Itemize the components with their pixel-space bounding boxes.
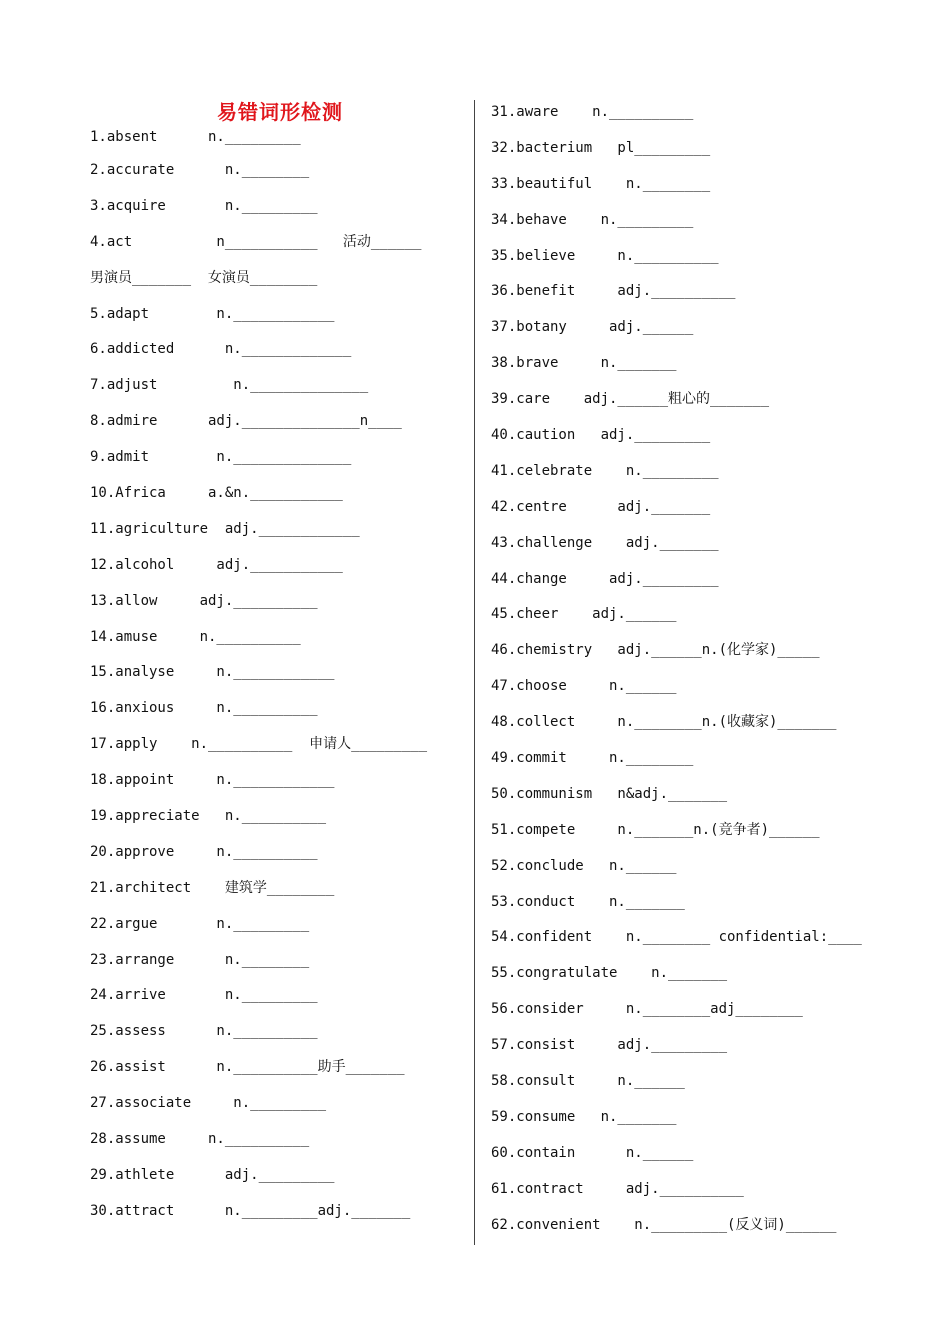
word-item-line: 27.associate n._________ — [90, 1095, 327, 1112]
word-item-line: 44.change adj._________ — [491, 570, 719, 587]
word-item-line: 23.arrange n.________ — [90, 951, 310, 968]
word-item-line: 2.accurate n.________ — [90, 162, 310, 178]
word-item-line: 37.botany adj.______ — [491, 319, 694, 336]
word-item-line: 42.centre adj._______ — [491, 498, 711, 515]
word-item-line: 13.allow adj.__________ — [90, 592, 318, 609]
word-item-line: 33.beautiful n.________ — [491, 175, 711, 192]
worksheet-title: 易错词形检测 — [217, 100, 343, 124]
word-item-line: 32.bacterium pl_________ — [491, 139, 711, 156]
word-item-line: 12.alcohol adj.___________ — [90, 556, 343, 573]
word-item-line: 51.compete n._______n.(竞争者)______ — [491, 821, 820, 838]
word-item-line: 3.acquire n._________ — [90, 197, 318, 214]
word-item-line: 14.amuse n.__________ — [90, 628, 301, 645]
word-item-line: 47.choose n.______ — [491, 678, 677, 695]
right-column — [491, 101, 862, 1250]
word-item-line: 52.conclude n.______ — [491, 857, 677, 874]
word-item-line: 61.contract adj.__________ — [491, 1180, 744, 1197]
word-item-line: 53.conduct n._______ — [491, 893, 685, 910]
word-item-line: 55.congratulate n._______ — [491, 965, 728, 982]
word-item-line: 35.believe n.__________ — [491, 247, 719, 264]
word-item-line: 6.addicted n._____________ — [90, 341, 352, 358]
word-item-line: 21.architect 建筑学________ — [90, 879, 335, 896]
word-item-line: 57.consist adj._________ — [491, 1037, 728, 1054]
word-item-line: 46.chemistry adj.______n.(化学家)_____ — [491, 642, 820, 659]
word-item-line: 56.consider n.________adj________ — [491, 1001, 803, 1018]
word-item-line: 59.consume n._______ — [491, 1108, 677, 1125]
word-item-line: 49.commit n.________ — [491, 750, 694, 767]
column-divider — [474, 100, 475, 1245]
word-item-line: 4.act n___________ 活动______ — [90, 233, 422, 250]
word-item-line: 7.adjust n.______________ — [90, 377, 369, 394]
word-item-line: 17.apply n.__________ 申请人_________ — [90, 736, 428, 753]
word-item-line: 25.assess n.__________ — [90, 1023, 318, 1040]
word-item-line: 36.benefit adj.__________ — [491, 283, 736, 300]
word-item-line: 54.confident n.________ confidential:____ — [491, 929, 862, 946]
word-item-line: 58.consult n.______ — [491, 1073, 685, 1090]
word-item-line: 19.appreciate n.__________ — [90, 808, 327, 825]
word-item-line: 40.caution adj._________ — [491, 427, 711, 444]
word-item-line: 41.celebrate n._________ — [491, 462, 719, 479]
word-item-line: 50.communism n&adj._______ — [491, 785, 728, 802]
word-item-line: 38.brave n._______ — [491, 355, 677, 372]
word-item-line: 18.appoint n.____________ — [90, 772, 335, 789]
word-item-line: 29.athlete adj._________ — [90, 1166, 335, 1183]
word-item-line: 10.Africa a.&n.___________ — [90, 485, 343, 502]
word-item-line: 22.argue n._________ — [90, 915, 310, 932]
word-item-line: 15.analyse n.____________ — [90, 664, 335, 681]
word-item-line: 39.care adj.______粗心的_______ — [491, 391, 770, 408]
word-item-line: 8.admire adj.______________n____ — [90, 413, 402, 430]
word-item-line: 48.collect n.________n.(收藏家)_______ — [491, 714, 837, 731]
word-item-line: 60.contain n.______ — [491, 1144, 694, 1161]
word-item-line: 男演员_______ 女演员________ — [90, 269, 318, 286]
word-item-line: 5.adapt n.____________ — [90, 305, 335, 322]
word-item-line: 30.attract n._________adj._______ — [90, 1202, 411, 1219]
word-item-line: 43.challenge adj._______ — [491, 534, 719, 551]
word-item-line: 16.anxious n.__________ — [90, 700, 318, 717]
word-item-line: 1.absent n._________ — [90, 129, 301, 145]
word-item-line: 28.assume n.__________ — [90, 1131, 310, 1148]
word-item-line: 9.admit n.______________ — [90, 449, 352, 466]
left-column — [90, 126, 427, 1236]
word-item-line: 11.agriculture adj.____________ — [90, 520, 360, 537]
word-item-line: 45.cheer adj.______ — [491, 606, 677, 623]
word-item-line: 20.approve n.__________ — [90, 843, 318, 860]
word-item-line: 26.assist n.__________助手_______ — [90, 1059, 405, 1076]
word-item-line: 34.behave n._________ — [491, 211, 694, 228]
word-item-line: 62.convenient n._________(反义词)______ — [491, 1216, 837, 1233]
word-item-line: 24.arrive n._________ — [90, 987, 318, 1004]
word-item-line: 31.aware n.__________ — [491, 104, 694, 120]
